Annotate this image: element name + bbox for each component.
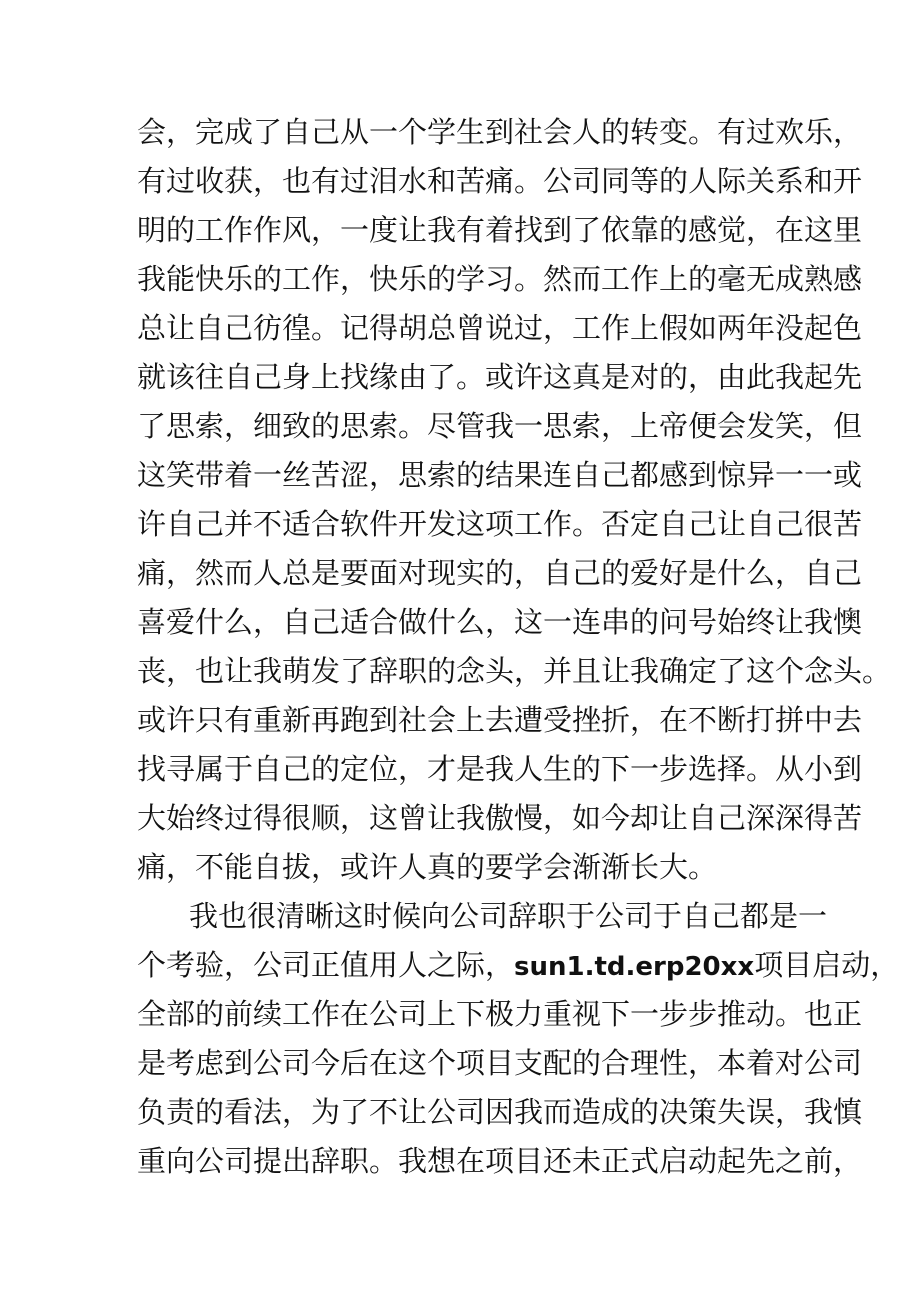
text-line: 大始终过得很顺，这曾让我傲慢，如今却让自己深深得苦 — [137, 801, 863, 835]
text-line: 丧，也让我萌发了辞职的念头，并且让我确定了这个念头。 — [137, 654, 892, 688]
text-line: 总让自己彷徨。记得胡总曾说过，工作上假如两年没起色 — [137, 311, 863, 345]
text-line: 负责的看法，为了不让公司因我而造成的决策失误，我慎 — [137, 1095, 863, 1129]
text-line: 痛，不能自拔，或许人真的要学会渐渐长大。 — [137, 850, 718, 884]
text-line: 全部的前续工作在公司上下极力重视下一步步推动。也正 — [137, 997, 863, 1031]
text-line: 喜爱什么，自己适合做什么，这一连串的问号始终让我懊 — [137, 605, 863, 639]
resignation-letter-body — [137, 108, 900, 1186]
text-line: 明的工作作风，一度让我有着找到了依靠的感觉，在这里 — [137, 213, 863, 247]
text-line: 就该往自己身上找缘由了。或许这真是对的，由此我起先 — [137, 360, 863, 394]
text-line: 找寻属于自己的定位，才是我人生的下一步选择。从小到 — [137, 752, 863, 786]
text-line: 痛，然而人总是要面对现实的，自己的爱好是什么，自己 — [137, 556, 863, 590]
text-line: 这笑带着一丝苦涩，思索的结果连自己都感到惊异一一或 — [137, 458, 863, 492]
text-line: 会，完成了自己从一个学生到社会人的转变。有过欢乐， — [137, 115, 863, 149]
text-line: 许自己并不适合软件开发这项工作。否定自己让自己很苦 — [137, 507, 863, 541]
text-line-with-project-code — [137, 941, 900, 990]
text-line: 重向公司提出辞职。我想在项目还未正式启动起先之前， — [137, 1144, 863, 1178]
text-line: 有过收获，也有过泪水和苦痛。公司同等的人际关系和开 — [137, 164, 863, 198]
text-line: 或许只有重新再跑到社会上去遭受挫折，在不断打拼中去 — [137, 703, 863, 737]
text-segment: 项目启动， — [754, 948, 900, 982]
text-line: 了思索，细致的思索。尽管我一思索，上帝便会发笑，但 — [137, 409, 863, 443]
paragraph-first-line: 我也很清晰这时候向公司辞职于公司于自己都是一 — [189, 899, 828, 933]
text-line: 是考虑到公司今后在这个项目支配的合理性，本着对公司 — [137, 1046, 863, 1080]
text-segment: 个考验，公司正值用人之际， — [137, 948, 515, 982]
text-line: 我能快乐的工作，快乐的学习。然而工作上的毫无成熟感 — [137, 262, 863, 296]
project-code: sun1.td.erp20xx — [514, 952, 755, 982]
